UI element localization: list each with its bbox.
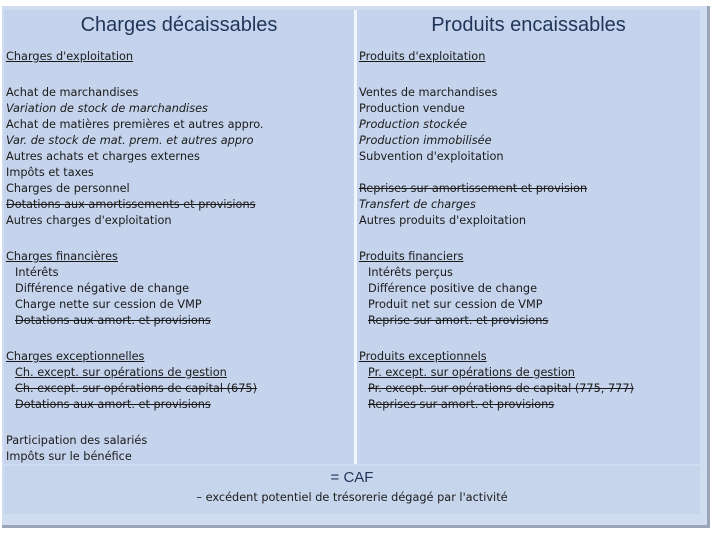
produits-line: Subvention d'exploitation	[359, 150, 504, 163]
charges-line: Autres achats et charges externes	[6, 150, 200, 163]
produits-line: Différence positive de change	[368, 282, 538, 295]
charges-line: Participation des salariés	[6, 434, 148, 447]
charges-financieres-heading: Charges financières	[6, 250, 118, 263]
caf-table	[4, 10, 700, 464]
produits-header: Produits encaissables	[431, 14, 626, 36]
produits-exploitation-heading: Produits d'exploitation	[359, 50, 486, 63]
produits-line: Intérêts perçus	[368, 266, 453, 279]
charges-line-struck: Dotations aux amortissements et provisions	[6, 198, 256, 211]
charges-line: Impôts et taxes	[6, 166, 94, 179]
produits-line-struck: Reprises sur amort. et provisions	[368, 398, 555, 411]
caf-box	[4, 466, 700, 514]
produits-line: Transfert de charges	[359, 198, 476, 211]
produits-line-struck: Reprise sur amort. et provisions	[368, 314, 549, 327]
charges-line: Achat de marchandises	[6, 86, 139, 99]
charges-line: Autres charges d'exploitation	[6, 214, 172, 227]
charges-line: Ch. except. sur opérations de gestion	[15, 366, 227, 379]
charges-column	[4, 10, 354, 464]
caf-title: = CAF	[330, 469, 374, 486]
charges-exploitation-heading: Charges d'exploitation	[6, 50, 134, 63]
charges-exceptionnelles-heading: Charges exceptionnelles	[6, 350, 145, 363]
produits-line: Ventes de marchandises	[359, 86, 498, 99]
charges-line: Variation de stock de marchandises	[6, 102, 208, 115]
charges-line-struck: Dotations aux amort. et provisions	[15, 398, 211, 411]
charges-line: Impôts sur le bénéfice	[6, 450, 132, 463]
produits-line: Production stockée	[359, 118, 468, 131]
produits-line-struck: Reprises sur amortissement et provision	[359, 182, 588, 195]
produits-line-struck: Pr. except. sur opérations de capital (775, 777)	[368, 382, 634, 395]
caf-subtitle: – excédent potentiel de trésorerie dégagé par l'activité	[196, 491, 508, 504]
charges-line: Achat de matières premières et autres appro.	[6, 118, 264, 131]
charges-line: Charge nette sur cession de VMP	[15, 298, 202, 311]
charges-line: Intérêts	[15, 266, 59, 279]
produits-line: Production vendue	[359, 102, 465, 115]
charges-line: Var. de stock de mat. prem. et autres appro	[6, 134, 254, 147]
charges-line-struck: Dotations aux amort. et provisions	[15, 314, 211, 327]
produits-exceptionnels-heading: Produits exceptionnels	[359, 350, 487, 363]
charges-header: Charges décaissables	[80, 14, 278, 36]
charges-line-struck: Ch. except. sur opérations de capital (675)	[15, 382, 258, 395]
charges-line: Charges de personnel	[6, 182, 130, 195]
produits-financiers-heading: Produits financiers	[359, 250, 464, 263]
produits-line: Pr. except. sur opérations de gestion	[368, 366, 575, 379]
produits-line: Produit net sur cession de VMP	[368, 298, 543, 311]
produits-column	[357, 10, 700, 464]
produits-line: Production immobilisée	[359, 134, 492, 147]
charges-line: Différence négative de change	[15, 282, 190, 295]
produits-line: Autres produits d'exploitation	[359, 214, 527, 227]
